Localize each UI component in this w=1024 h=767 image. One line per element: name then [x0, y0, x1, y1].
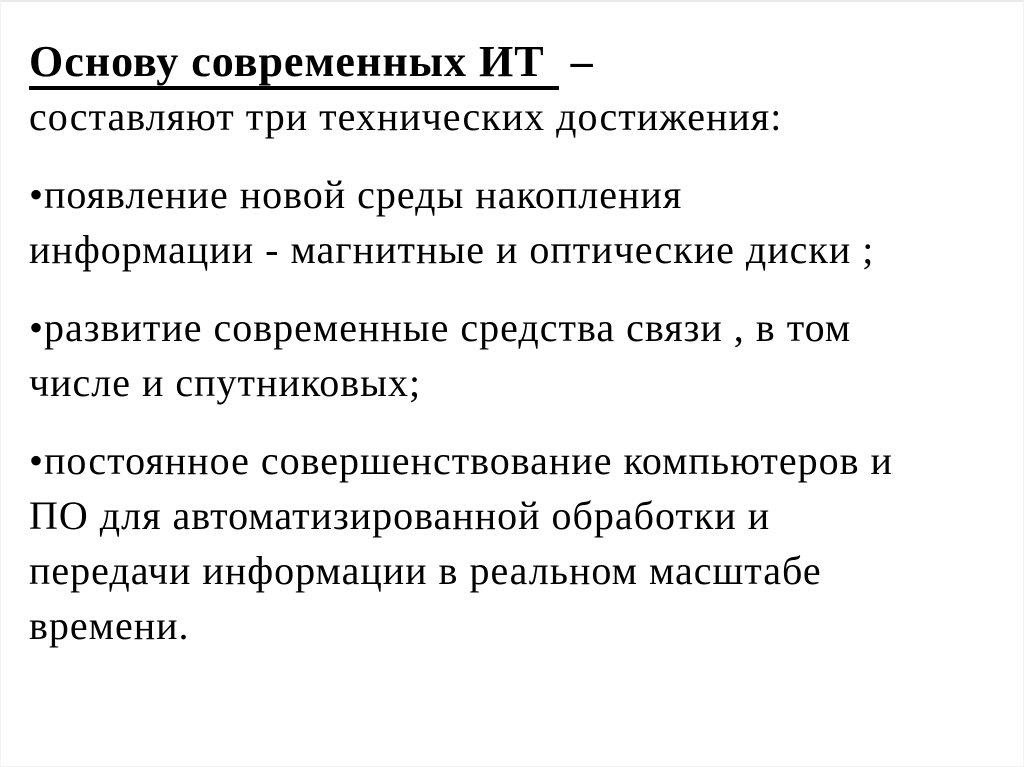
slide-title-dash: –: [570, 37, 594, 86]
slide-subtitle: составляют три технических достижения:: [29, 94, 783, 139]
bullet-marker: •: [29, 305, 45, 350]
bullet-line: информации - магнитные и оптические диски ;: [29, 227, 875, 272]
slide-title-underlined-text: Основу современных ИТ: [29, 37, 559, 90]
bullet-line: [29, 433, 1003, 488]
bullet-line: ПО для автоматизированной обработки и: [29, 493, 771, 538]
bullet-item: [29, 433, 1003, 653]
slide-content: [1, 2, 1023, 653]
title-block: [29, 34, 1003, 144]
bullet-item: [29, 167, 1003, 277]
bullet-text: развитие современные средства связи , в том: [44, 305, 852, 350]
bullet-line: времени.: [29, 603, 190, 648]
bullet-text: постоянное совершенствование компьютеров и: [44, 438, 893, 483]
bullet-item: [29, 300, 1003, 410]
bullet-marker: •: [29, 172, 45, 217]
bullet-text: появление новой среды накопления: [44, 172, 683, 217]
bullet-line: числе и спутниковых;: [29, 360, 422, 405]
slide-title: [29, 34, 1003, 89]
bullet-line: [29, 300, 1003, 355]
bullet-line: [29, 167, 1003, 222]
bullet-line: передачи информации в реальном масштабе: [29, 548, 822, 593]
bullet-marker: •: [29, 438, 45, 483]
